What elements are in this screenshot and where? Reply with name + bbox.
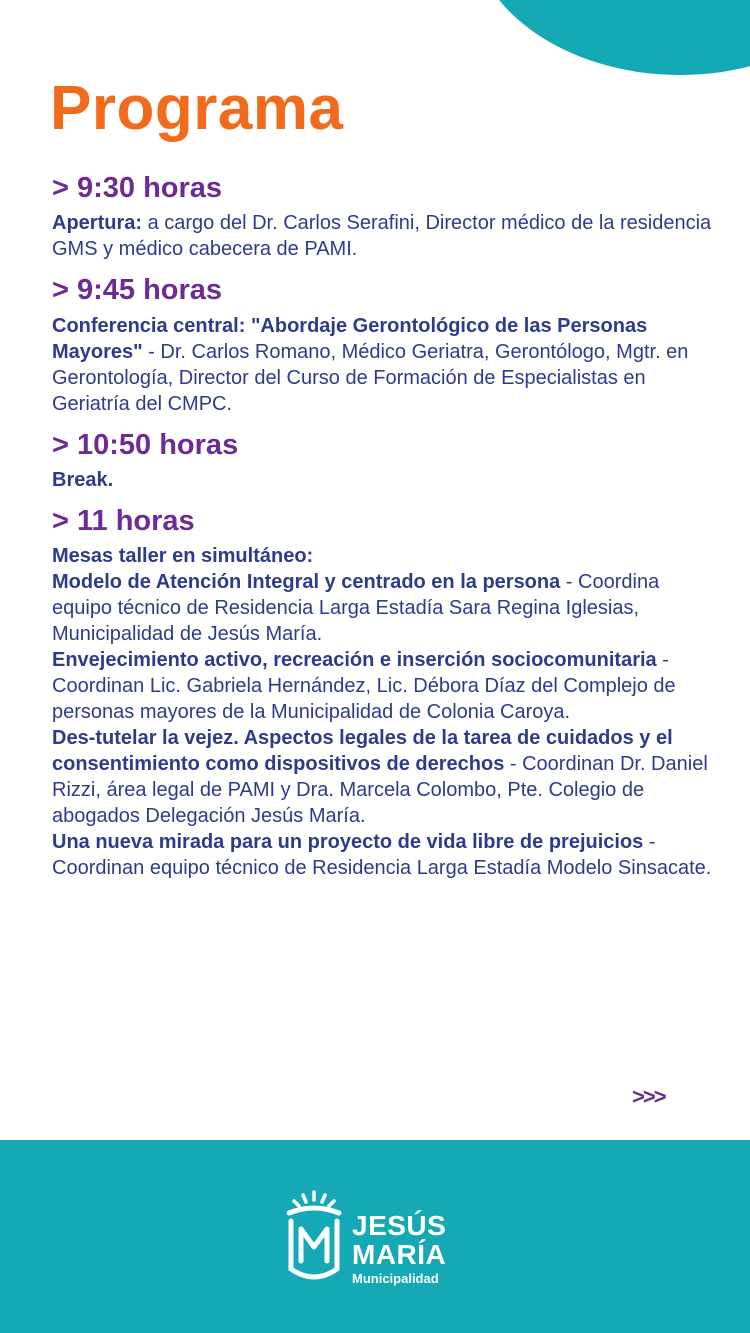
schedule-time: > 9:45 horas xyxy=(52,274,223,307)
schedule-lead: Conferencia central: xyxy=(52,314,246,337)
logo-line-1: JESÚS xyxy=(352,1210,447,1241)
logo-line-2: MARÍA xyxy=(352,1239,447,1270)
schedule-description xyxy=(52,543,712,569)
schedule-lead: Apertura: xyxy=(52,212,143,235)
workshop-title: Envejecimiento activo, recreación e inserción sociocomunitaria xyxy=(52,649,657,671)
schedule-text: a cargo del Dr. Carlos Serafini, Director médico de la residencia GMS y médico cabecera de PAMI. xyxy=(52,212,712,261)
schedule-item xyxy=(52,427,712,493)
workshop-item xyxy=(52,647,712,725)
schedule-description xyxy=(52,467,712,493)
conference-title: "Abordaje Gerontológico de las Personas Mayores" xyxy=(52,314,648,363)
schedule-description xyxy=(52,210,712,262)
schedule-lead: Mesas taller en simultáneo: xyxy=(52,545,314,567)
schedule-lead: Break. xyxy=(52,468,114,491)
workshop-text: - Coordinan equipo técnico de Residencia Larga Estadía Modelo Sinsacate. xyxy=(52,831,712,879)
logo-text xyxy=(352,1211,446,1286)
schedule-item xyxy=(52,170,712,262)
logo-subtitle: Municipalidad xyxy=(352,1271,439,1286)
corner-decoration xyxy=(470,0,750,75)
jesus-maria-emblem-icon xyxy=(284,1189,344,1285)
schedule-time: > 10:50 horas xyxy=(52,428,239,461)
next-page-arrows: >>> xyxy=(632,1084,665,1109)
page-title: Programa xyxy=(50,74,344,143)
workshop-title: Una nueva mirada para un proyecto de vida libre de prejuicios xyxy=(52,831,644,853)
schedule-text: - Dr. Carlos Romano, Médico Geriatra, Gerontólogo, Mgtr. en Gerontología, Director del Curso de Formación de Especialistas en Geriatría del CMPC. xyxy=(52,340,689,415)
workshop-text: - Coordina equipo técnico de Residencia Larga Estadía Sara Regina Iglesias, Municipalidad de Jesús María. xyxy=(52,571,660,645)
workshop-item xyxy=(52,725,712,829)
schedule-item xyxy=(52,503,712,881)
workshop-item xyxy=(52,829,712,881)
schedule-time: > 9:30 horas xyxy=(52,172,223,204)
workshop-title: Modelo de Atención Integral y centrado en la persona xyxy=(52,571,561,593)
schedule-item xyxy=(52,272,712,416)
workshop-item xyxy=(52,569,712,647)
program-content xyxy=(52,170,712,891)
footer-band xyxy=(0,1140,750,1333)
workshop-text: - Coordinan Lic. Gabriela Hernández, Lic. Débora Díaz del Complejo de personas mayores de la Municipalidad de Colonia Caroya. xyxy=(52,649,676,723)
schedule-description xyxy=(52,313,712,417)
workshop-title: Des-tutelar la vejez. Aspectos legales de la tarea de cuidados y el consentimiento como dispositivos de derechos xyxy=(52,727,673,775)
municipality-logo xyxy=(284,1189,447,1290)
schedule-time: > 11 horas xyxy=(52,504,195,537)
workshop-text: - Coordinan Dr. Daniel Rizzi, área legal de PAMI y Dra. Marcela Colombo, Pte. Colegio de abogados Delegación Jesús María. xyxy=(52,753,708,827)
